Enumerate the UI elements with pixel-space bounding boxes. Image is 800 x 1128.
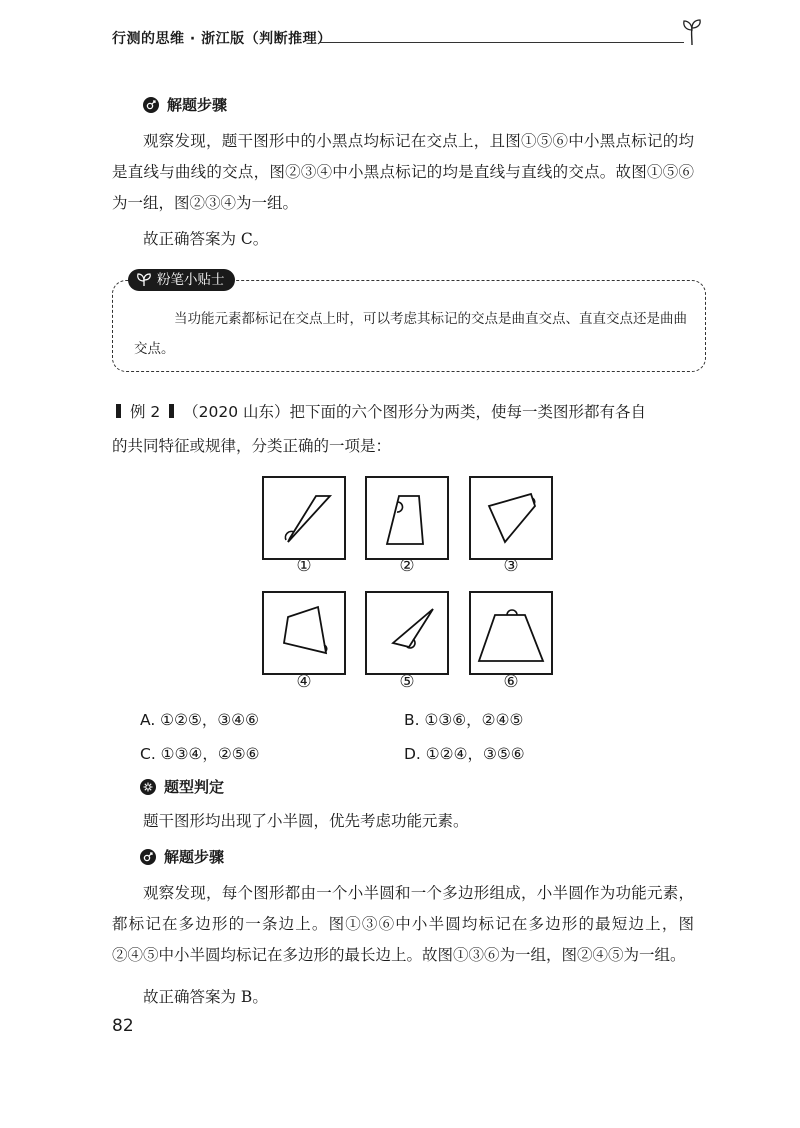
figure-label-2: ② — [399, 556, 415, 576]
gear-icon — [140, 779, 156, 795]
question-type-heading — [140, 776, 224, 797]
example-tag: 例 2 — [129, 403, 161, 421]
leaf-icon — [136, 273, 152, 287]
example-bar-left — [116, 404, 121, 418]
solution-steps-heading-2 — [140, 846, 224, 867]
page-number: 82 — [112, 1016, 134, 1036]
figure-4-shape — [264, 593, 344, 673]
figure-label-5: ⑤ — [399, 672, 415, 692]
figure-label-6: ⑥ — [503, 672, 519, 692]
option-c: C. ①③④，②⑤⑥ — [140, 745, 260, 763]
section-heading-text: 解题步骤 — [167, 96, 228, 114]
answer-line: 故正确答案为 C。 — [143, 230, 269, 248]
figure-4 — [262, 591, 346, 675]
figure-6-shape — [471, 593, 551, 673]
sprout-icon — [680, 18, 704, 46]
analysis-icon — [140, 849, 156, 865]
figure-3-shape — [471, 478, 551, 558]
figure-label-4: ④ — [296, 672, 312, 692]
example-prompt-line1 — [112, 396, 698, 428]
figure-label-3: ③ — [503, 556, 519, 576]
example-bar-right — [169, 404, 174, 418]
option-a: A. ①②⑤，③④⑥ — [140, 711, 260, 729]
figure-1 — [262, 476, 346, 560]
tip-label — [128, 269, 235, 291]
solution-paragraph: 观察发现，题干图形中的小黑点均标记在交点上，且图①⑤⑥中小黑点标记的均是直线与曲线的交点，图②③④中小黑点标记的均是直线与直线的交点。故图①⑤⑥为一组，图②③④为一组。 — [112, 132, 694, 212]
figure-5-shape — [367, 593, 447, 673]
figure-label-1: ① — [296, 556, 312, 576]
option-b: B. ①③⑥，②④⑤ — [404, 711, 524, 729]
figure-6 — [469, 591, 553, 675]
figure-5 — [365, 591, 449, 675]
section-heading-text: 解题步骤 — [164, 848, 225, 866]
solution-steps-heading — [143, 94, 227, 115]
analysis-icon — [143, 97, 159, 113]
section-heading-text: 题型判定 — [164, 778, 225, 796]
figure-2 — [365, 476, 449, 560]
example-prompt-line2: 的共同特征或规律，分类正确的一项是： — [112, 437, 392, 455]
figure-3 — [469, 476, 553, 560]
tip-label-text: 粉笔小贴士 — [157, 272, 225, 288]
question-type-text: 题干图形均出现了小半圆，优先考虑功能元素。 — [143, 812, 469, 830]
answer-line-2: 故正确答案为 B。 — [143, 988, 268, 1006]
example-prompt-text: （2020 山东）把下面的六个图形分为两类，使每一类图形都有各自 — [183, 403, 646, 421]
solution-paragraph-2: 观察发现，每个图形都由一个小半圆和一个多边形组成，小半圆作为功能元素，都标记在多边形的一条边上。图①③⑥中小半圆均标记在多边形的最短边上，图②④⑤中小半圆均标记在多边形的最长边上。故图①③⑥为一组，图②④⑤为一组。 — [112, 884, 694, 964]
running-header-title: 行测的思维 · 浙江版（判断推理） — [112, 31, 332, 47]
tip-text: 当功能元素都标记在交点上时，可以考虑其标记的交点是曲直交点、直直交点还是曲曲交点。 — [134, 311, 687, 357]
figure-2-shape — [367, 478, 447, 558]
option-d: D. ①②④，③⑤⑥ — [404, 745, 525, 763]
figure-1-shape — [264, 478, 344, 558]
header-rule — [320, 42, 684, 43]
